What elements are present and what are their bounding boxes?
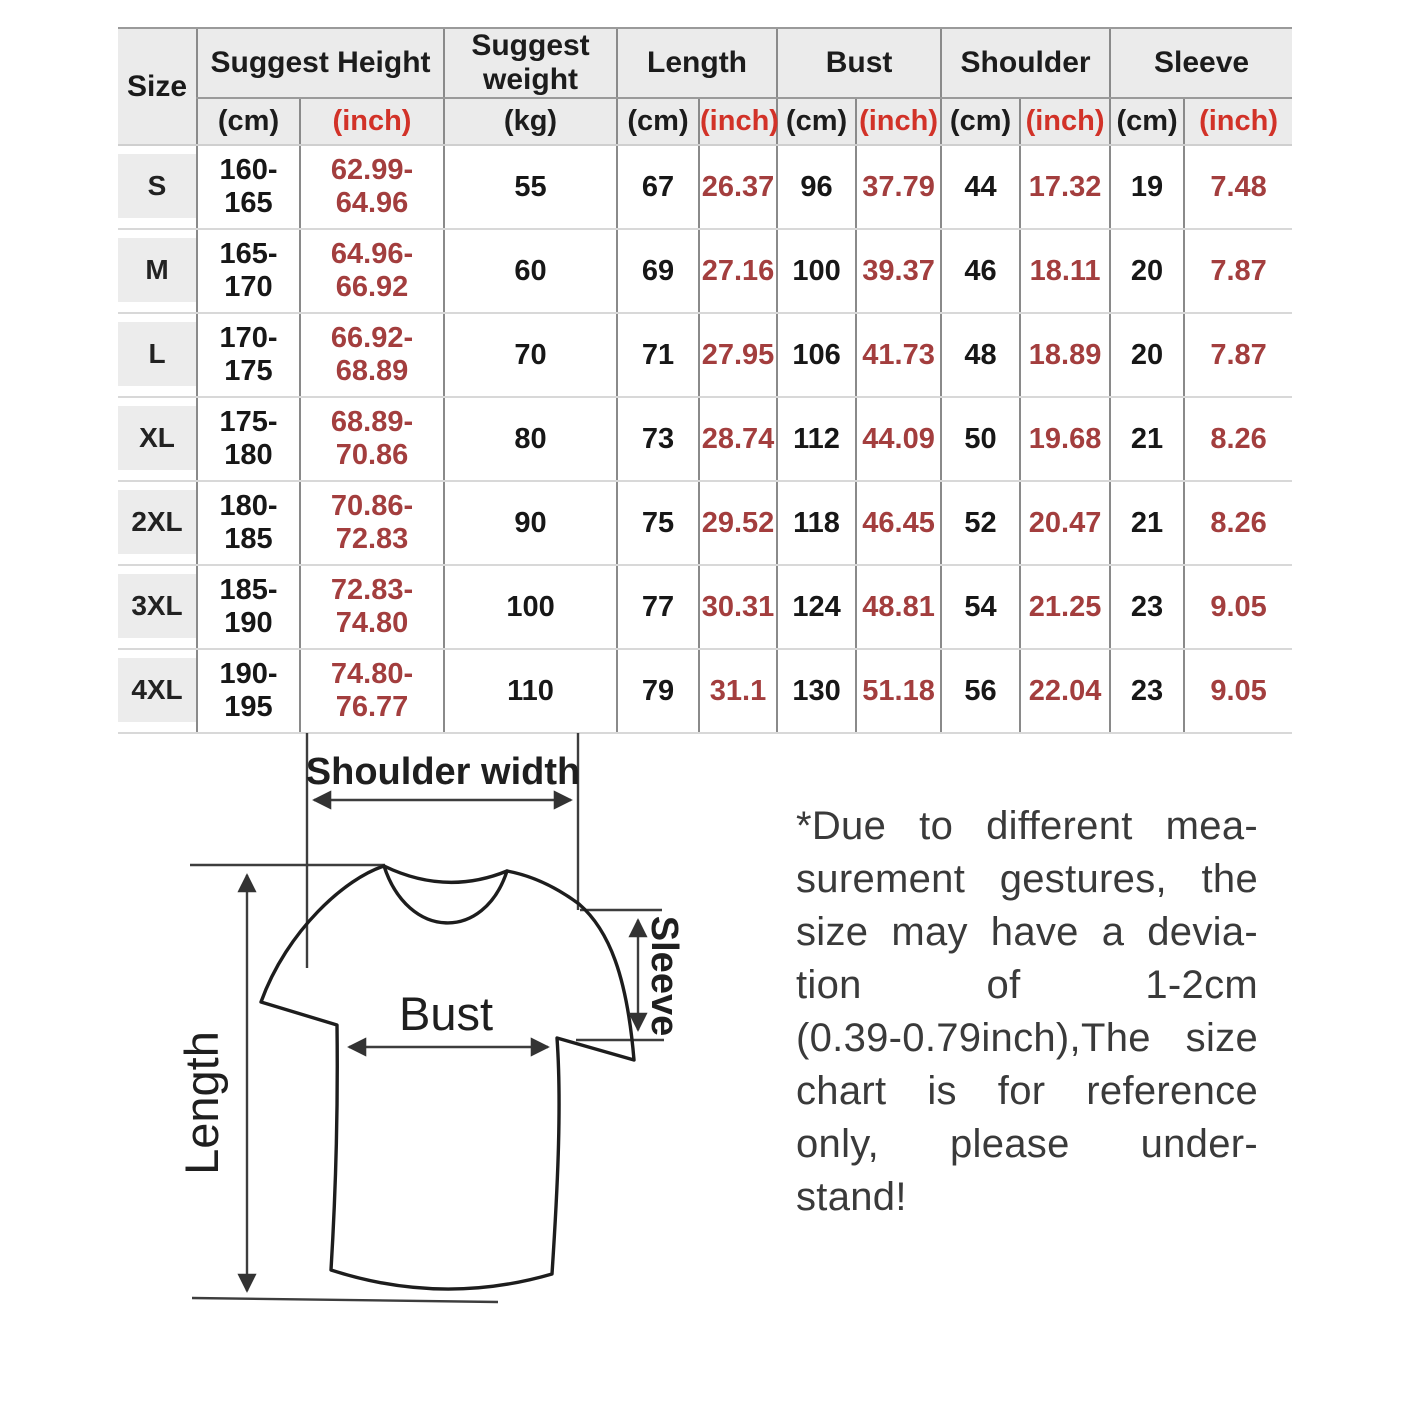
cell-bust-inch: 44.09 <box>856 397 941 481</box>
header-size: Size <box>118 28 197 145</box>
cell-sleeve-cm: 21 <box>1110 481 1184 565</box>
cell-sleeve-cm: 20 <box>1110 229 1184 313</box>
cell-weight-kg: 70 <box>444 313 617 397</box>
table-row-xl <box>118 397 1292 481</box>
cell-size <box>118 397 197 481</box>
cell-shoulder-cm: 56 <box>941 649 1020 733</box>
cell-length-inch: 28.74 <box>699 397 777 481</box>
cell-size <box>118 229 197 313</box>
cell-length-cm: 71 <box>617 313 699 397</box>
cell-bust-cm: 130 <box>777 649 856 733</box>
tshirt-collar-line <box>384 866 507 882</box>
disclaimer-line: *Due to different mea- <box>796 804 1258 848</box>
disclaimer-line: size may have a devia- <box>796 910 1258 954</box>
cell-length-inch: 31.1 <box>699 649 777 733</box>
header-shoulder-inch: (inch) <box>1020 98 1110 145</box>
header-weight-kg: (kg) <box>444 98 617 145</box>
header-row-groups <box>118 28 1292 98</box>
cell-weight-kg: 110 <box>444 649 617 733</box>
cell-shoulder-inch: 19.68 <box>1020 397 1110 481</box>
cell-sleeve-inch: 8.26 <box>1184 481 1292 565</box>
header-height-inch: (inch) <box>300 98 444 145</box>
cell-height-cm: 165-170 <box>197 229 300 313</box>
cell-height-cm: 175-180 <box>197 397 300 481</box>
cell-size <box>118 481 197 565</box>
length-label: Length <box>175 1031 228 1175</box>
header-shoulder-cm: (cm) <box>941 98 1020 145</box>
cell-size <box>118 565 197 649</box>
table-row-m <box>118 229 1292 313</box>
cell-height-cm: 160-165 <box>197 145 300 229</box>
cell-shoulder-cm: 46 <box>941 229 1020 313</box>
cell-weight-kg: 60 <box>444 229 617 313</box>
cell-sleeve-inch: 9.05 <box>1184 565 1292 649</box>
cell-weight-kg: 90 <box>444 481 617 565</box>
cell-sleeve-cm: 19 <box>1110 145 1184 229</box>
cell-sleeve-inch: 7.87 <box>1184 229 1292 313</box>
size-table <box>118 27 1292 734</box>
disclaimer-line: surement gestures, the <box>796 857 1258 901</box>
cell-height-inch: 66.92-68.89 <box>300 313 444 397</box>
header-suggest-height: Suggest Height <box>197 28 444 98</box>
sleeve-label: Sleeve <box>643 915 685 1037</box>
cell-height-inch: 62.99-64.96 <box>300 145 444 229</box>
cell-shoulder-cm: 48 <box>941 313 1020 397</box>
size-badge: 3XL <box>118 574 196 638</box>
cell-height-inch: 70.86-72.83 <box>300 481 444 565</box>
cell-length-cm: 67 <box>617 145 699 229</box>
header-height-cm: (cm) <box>197 98 300 145</box>
cell-weight-kg: 100 <box>444 565 617 649</box>
cell-sleeve-inch: 8.26 <box>1184 397 1292 481</box>
cell-sleeve-cm: 23 <box>1110 649 1184 733</box>
cell-sleeve-inch: 7.87 <box>1184 313 1292 397</box>
cell-bust-inch: 51.18 <box>856 649 941 733</box>
cell-shoulder-cm: 44 <box>941 145 1020 229</box>
cell-size <box>118 313 197 397</box>
tshirt-outline <box>261 866 634 1289</box>
disclaimer-line: (0.39-0.79inch),The size <box>796 1016 1258 1060</box>
cell-height-inch: 72.83-74.80 <box>300 565 444 649</box>
size-badge: S <box>118 154 196 218</box>
tshirt-diagram-svg <box>150 718 840 1358</box>
size-badge: XL <box>118 406 196 470</box>
cell-shoulder-cm: 54 <box>941 565 1020 649</box>
cell-bust-cm: 124 <box>777 565 856 649</box>
header-sleeve: Sleeve <box>1110 28 1292 98</box>
header-shoulder: Shoulder <box>941 28 1110 98</box>
header-sleeve-inch: (inch) <box>1184 98 1292 145</box>
cell-height-inch: 68.89-70.86 <box>300 397 444 481</box>
cell-sleeve-inch: 9.05 <box>1184 649 1292 733</box>
cell-size <box>118 145 197 229</box>
cell-bust-cm: 100 <box>777 229 856 313</box>
shoulder-width-label: Shoulder width <box>305 751 581 793</box>
cell-height-cm: 170-175 <box>197 313 300 397</box>
header-suggest-weight: Suggest weight <box>444 28 617 98</box>
cell-bust-inch: 39.37 <box>856 229 941 313</box>
table-row-s <box>118 145 1292 229</box>
cell-shoulder-inch: 18.11 <box>1020 229 1110 313</box>
cell-shoulder-inch: 20.47 <box>1020 481 1110 565</box>
disclaimer-line: chart is for reference <box>796 1069 1258 1113</box>
table-row-l <box>118 313 1292 397</box>
disclaimer-note <box>796 800 1258 1224</box>
table-row-3xl <box>118 565 1292 649</box>
cell-length-cm: 75 <box>617 481 699 565</box>
cell-weight-kg: 80 <box>444 397 617 481</box>
header-sleeve-cm: (cm) <box>1110 98 1184 145</box>
cell-bust-cm: 118 <box>777 481 856 565</box>
cell-height-cm: 190-195 <box>197 649 300 733</box>
header-row-units <box>118 98 1292 145</box>
disclaimer-line: tion of 1-2cm <box>796 963 1258 1007</box>
cell-length-inch: 27.16 <box>699 229 777 313</box>
cell-bust-inch: 48.81 <box>856 565 941 649</box>
disclaimer-line: stand! <box>796 1175 907 1219</box>
cell-length-cm: 77 <box>617 565 699 649</box>
cell-bust-cm: 96 <box>777 145 856 229</box>
cell-height-cm: 185-190 <box>197 565 300 649</box>
cell-length-cm: 69 <box>617 229 699 313</box>
cell-shoulder-cm: 50 <box>941 397 1020 481</box>
header-bust-inch: (inch) <box>856 98 941 145</box>
cell-bust-cm: 112 <box>777 397 856 481</box>
size-table-grid <box>118 27 1292 734</box>
cell-height-cm: 180-185 <box>197 481 300 565</box>
cell-shoulder-inch: 17.32 <box>1020 145 1110 229</box>
header-bust: Bust <box>777 28 941 98</box>
size-badge: M <box>118 238 196 302</box>
cell-length-inch: 30.31 <box>699 565 777 649</box>
tshirt-measurement-diagram <box>150 718 840 1358</box>
cell-length-inch: 26.37 <box>699 145 777 229</box>
cell-bust-inch: 37.79 <box>856 145 941 229</box>
cell-bust-inch: 46.45 <box>856 481 941 565</box>
cell-height-inch: 74.80-76.77 <box>300 649 444 733</box>
size-badge: L <box>118 322 196 386</box>
cell-sleeve-inch: 7.48 <box>1184 145 1292 229</box>
cell-length-inch: 29.52 <box>699 481 777 565</box>
cell-length-inch: 27.95 <box>699 313 777 397</box>
bust-label: Bust <box>398 987 494 1040</box>
cell-shoulder-inch: 21.25 <box>1020 565 1110 649</box>
cell-height-inch: 64.96-66.92 <box>300 229 444 313</box>
cell-weight-kg: 55 <box>444 145 617 229</box>
cell-shoulder-cm: 52 <box>941 481 1020 565</box>
disclaimer-line: only, please under- <box>796 1122 1258 1166</box>
cell-sleeve-cm: 23 <box>1110 565 1184 649</box>
header-length-cm: (cm) <box>617 98 699 145</box>
header-bust-cm: (cm) <box>777 98 856 145</box>
header-length-inch: (inch) <box>699 98 777 145</box>
cell-shoulder-inch: 22.04 <box>1020 649 1110 733</box>
cell-length-cm: 73 <box>617 397 699 481</box>
cell-bust-cm: 106 <box>777 313 856 397</box>
cell-sleeve-cm: 20 <box>1110 313 1184 397</box>
cell-length-cm: 79 <box>617 649 699 733</box>
length-extension-line-bottom <box>192 1298 498 1302</box>
cell-shoulder-inch: 18.89 <box>1020 313 1110 397</box>
size-badge: 4XL <box>118 658 196 722</box>
cell-sleeve-cm: 21 <box>1110 397 1184 481</box>
cell-bust-inch: 41.73 <box>856 313 941 397</box>
header-length: Length <box>617 28 777 98</box>
size-badge: 2XL <box>118 490 196 554</box>
table-row-2xl <box>118 481 1292 565</box>
